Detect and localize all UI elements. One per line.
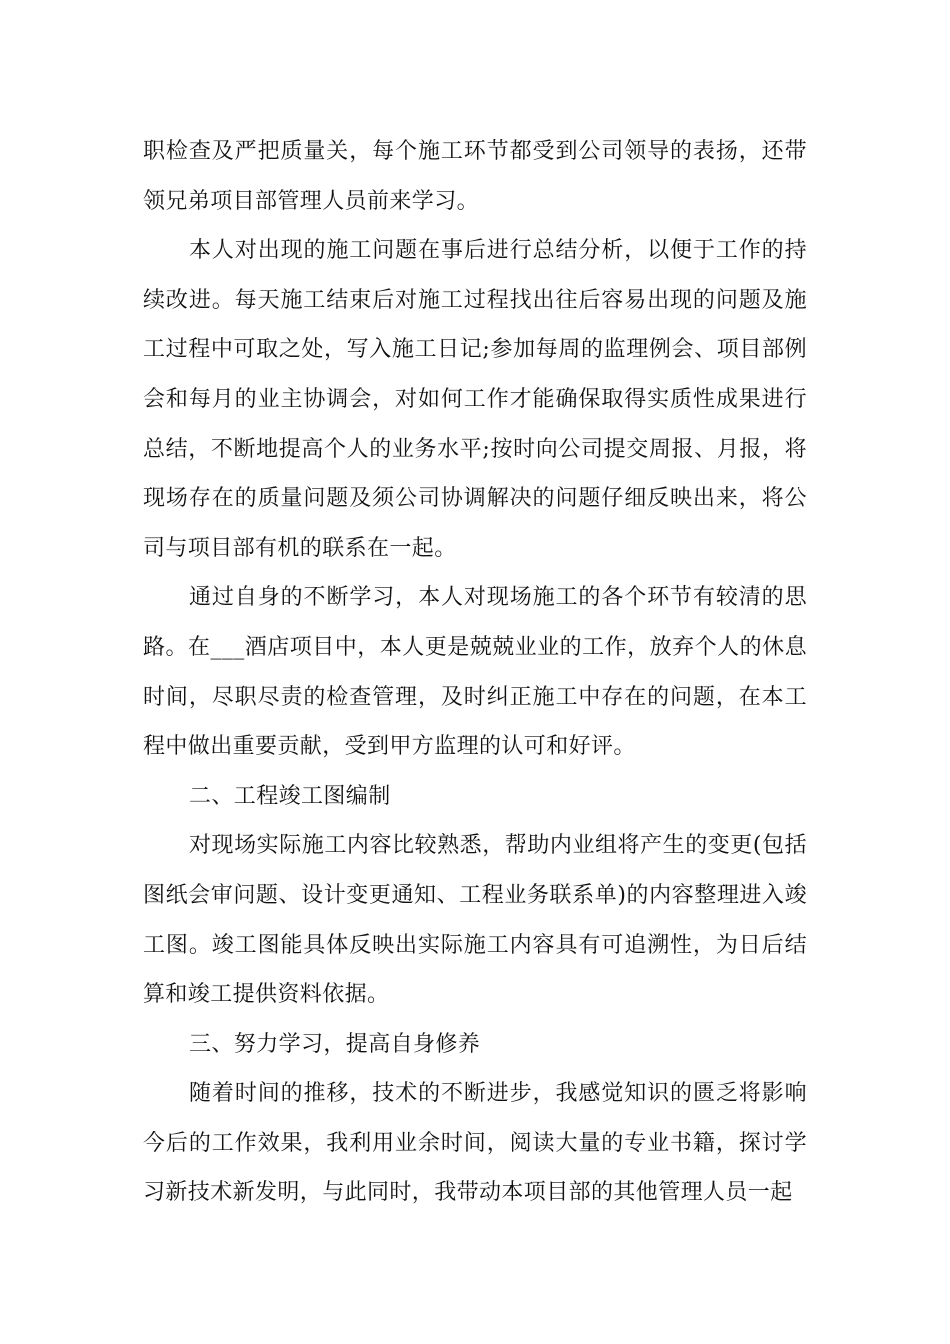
paragraph-self-learning: 通过自身的不断学习，本人对现场施工的各个环节有较清的思路。在___酒店项目中，本人更是兢兢业业的工作，放弃个人的休息时间，尽职尽责的检查管理，及时纠正施工中存在的问题，在本工程中做出重要贡献，受到甲方监理的认可和好评。 (143, 585, 807, 760)
section-heading-study: 三、努力学习，提高自身修养 (189, 1031, 481, 1057)
paragraph-study: 随着时间的推移，技术的不断进步，我感觉知识的匮乏将影响今后的工作效果，我利用业余时间，阅读大量的专业书籍，探讨学习新技术新发明，与此同时，我带动本项目部的其他管理人员一起 (143, 1081, 807, 1206)
paragraph-summary-analysis: 本人对出现的施工问题在事后进行总结分析，以便于工作的持续改进。每天施工结束后对施工过程找出往后容易出现的问题及施工过程中可取之处，写入施工日记;参加每周的监理例会、项目部例会和每月的业主协调会，对如何工作才能确保取得实质性成果进行总结，不断地提高个人的业务水平;按时向公司提交周报、月报，将现场存在的质量问题及须公司协调解决的问题仔细反映出来，将公司与项目部有机的联系在一起。 (143, 238, 807, 561)
paragraph-continuation: 职检查及严把质量关，每个施工环节都受到公司领导的表扬，还带领兄弟项目部管理人员前来学习。 (143, 139, 807, 214)
section-heading-as-built-drawings: 二、工程竣工图编制 (189, 783, 391, 809)
document-page (143, 127, 807, 1218)
paragraph-as-built-drawings: 对现场实际施工内容比较熟悉，帮助内业组将产生的变更(包括图纸会审问题、设计变更通知、工程业务联系单)的内容整理进入竣工图。竣工图能具体反映出实际施工内容具有可追溯性，为日后结算和竣工提供资料依据。 (143, 833, 807, 1008)
